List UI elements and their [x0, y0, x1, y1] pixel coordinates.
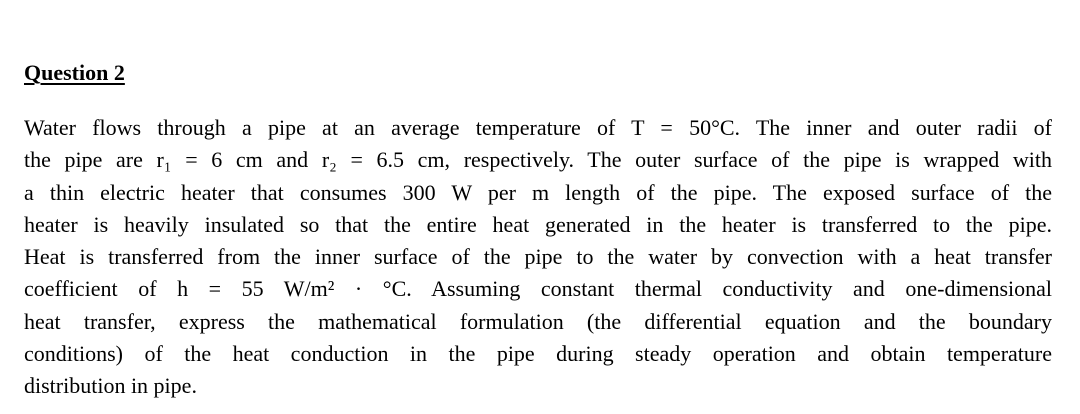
document-body — [24, 58, 1052, 403]
question-line-9: distribution in pipe. — [24, 373, 197, 399]
question-line-7: heat transfer, express the mathematical formulation (the differential equation and the boundary — [24, 308, 1052, 334]
question-line-6: coefficient of h = 55 W/m² · °C. Assuming constant thermal conductivity and one-dimensional — [24, 276, 1052, 302]
question-line-5: Heat is transferred from the inner surface of the pipe to the water by convection with a heat transfer — [24, 244, 1052, 270]
question-heading: Question 2 — [24, 60, 125, 85]
question-line-2: the pipe are r₁ = 6 cm and r₂ = 6.5 cm, respectively. The outer surface of the pipe is wrapped with — [24, 147, 1052, 173]
question-line-1: Water flows through a pipe at an average temperature of T = 50°C. The inner and outer radii of — [24, 115, 1052, 140]
question-line-8: conditions) of the heat conduction in the pipe during steady operation and obtain temperature — [24, 341, 1052, 367]
question-text — [24, 112, 1052, 403]
question-line-3: a thin electric heater that consumes 300 W per m length of the pipe. The exposed surface of the — [24, 179, 1052, 205]
question-line-4: heater is heavily insulated so that the entire heat generated in the heater is transferred to the pipe. — [24, 211, 1052, 237]
